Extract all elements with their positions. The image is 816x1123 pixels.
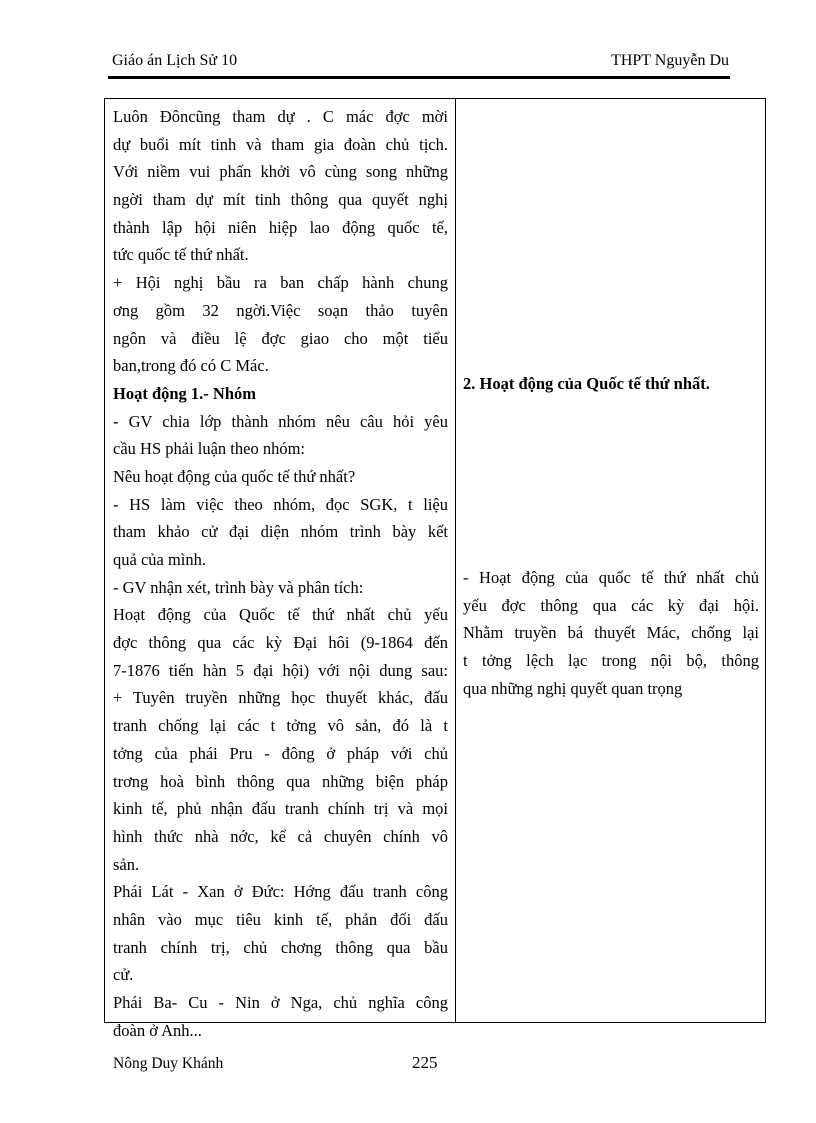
text-line: Phái Ba- Cu - Nin ở Nga, chủ nghĩa công [113, 993, 448, 1012]
text-line: tởng của phái Pru - đông ở pháp với chủ [113, 743, 448, 763]
text-line: đợc thông qua các kỳ Đại hôi (9-1864 đến [113, 633, 448, 653]
text-line: thành lập hội niên hiệp lao động quốc tế, [113, 217, 448, 237]
text-line: trơng hoà bình thông qua những biện pháp [113, 771, 448, 791]
text-line: + Tuyên truyền những học thuyết khác, đấu [113, 688, 448, 708]
text-line: Luôn Đôncũng tham dự . C mác đợc mời [113, 107, 448, 126]
header-course-title: Giáo án Lịch Sử 10 [112, 52, 238, 69]
text-line: ngời tham dự mít tinh thông qua quyết nghị [113, 190, 448, 210]
text-line: ơng gồm 32 ngời.Việc soạn thảo tuyên [113, 300, 448, 320]
text-line: Với niềm vui phấn khởi vô cùng song những [113, 162, 448, 182]
text-line: - GV chia lớp thành nhóm nêu câu hỏi yêu [113, 411, 448, 431]
text-line: Nêu hoạt động của quốc tế thứ nhất? [113, 466, 356, 486]
text-line: hình thức nhà nớc, kể cả chuyên chính vô [113, 826, 448, 846]
page-header [112, 52, 729, 76]
section-heading: 2. Hoạt động của Quốc tế thứ nhất. [463, 374, 710, 393]
text-line: tức quốc tế thứ nhất. [113, 245, 249, 265]
summary-line: qua những nghị quyết quan trọng [463, 678, 683, 698]
text-line: tham khảo cử đại diện nhóm trình bày kết [113, 522, 448, 542]
text-line: + Hội nghị bầu ra ban chấp hành chung [113, 273, 448, 293]
text-line: dự buổi mít tinh và tham gia đoàn chủ tịch. [113, 134, 448, 154]
lesson-table [104, 98, 766, 1040]
text-line: tranh chống lại các t tởng vô sản, đó là t [113, 716, 448, 736]
summary-line: t tởng lệch lạc trong nội bộ, thông [463, 651, 759, 671]
text-line: ngôn và điều lệ đợc giao cho một tiểu [113, 328, 448, 348]
text-line: quả của mình. [113, 550, 207, 569]
text-line: sản. [113, 854, 140, 874]
text-line: - GV nhận xét, trình bày và phân tích: [113, 577, 364, 597]
header-school-name: THPT Nguyễn Du [611, 52, 729, 69]
text-line: ban,trong đó có C Mác. [113, 356, 269, 376]
text-line: cầu HS phải luận theo nhóm: [113, 439, 306, 459]
text-line: kinh tế, phủ nhận đấu tranh chính trị và mọi [113, 799, 448, 819]
text-line: đoàn ở Anh... [113, 1020, 202, 1040]
text-line: cử. [113, 965, 134, 985]
summary-line: Nhằm truyền bá thuyết Mác, chống lại [463, 623, 759, 643]
text-line: tranh chính trị, chủ chơng thông qua bầu [113, 937, 448, 957]
teaching-activities-column [113, 103, 448, 1044]
text-line: - HS làm việc theo nhóm, đọc SGK, t liệu [113, 494, 448, 514]
summary-line: - Hoạt động của quốc tế thứ nhất chủ [463, 568, 759, 587]
text-line: 7-1876 tiến hàn 5 đại hội) với nội dung sau: [113, 660, 448, 680]
text-line: Hoạt động của Quốc tế thứ nhất chủ yếu [113, 605, 448, 625]
header-rule [108, 76, 730, 79]
text-line: Phái Lát - Xan ở Đức: Hớng đấu tranh công [113, 882, 448, 902]
summary-line: yếu đợc thông qua các kỳ đại hội. [463, 595, 759, 615]
lesson-content-column [463, 99, 759, 1022]
footer-author: Nông Duy Khánh [113, 1055, 224, 1072]
section-summary [463, 564, 759, 702]
text-line: nhân vào mục tiêu kinh tế, phản đối đấu [113, 909, 448, 929]
page-number: 225 [412, 1053, 438, 1072]
column-divider [455, 99, 456, 1022]
activity-heading: Hoạt động 1.- Nhóm [113, 383, 257, 403]
